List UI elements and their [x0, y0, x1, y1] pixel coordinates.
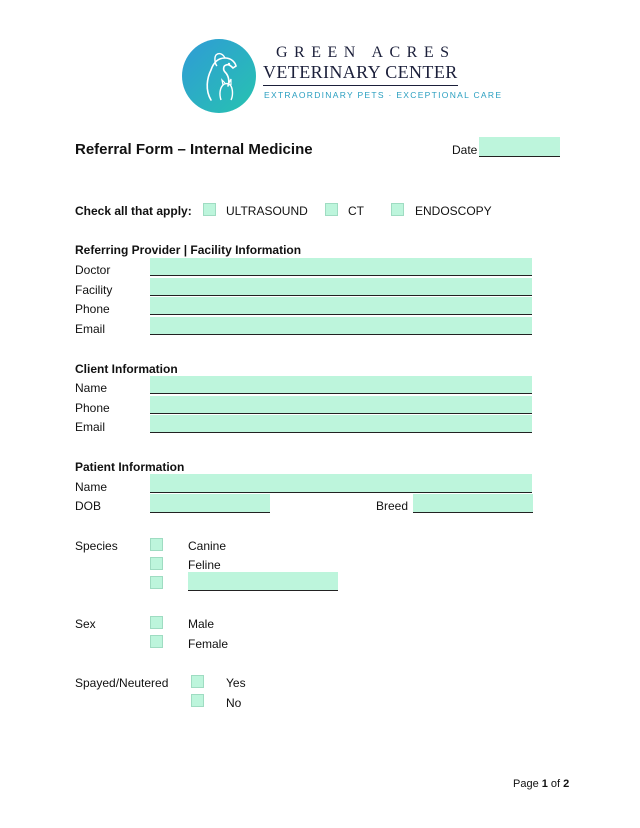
male-option-label: Male — [188, 617, 215, 631]
breed-field[interactable] — [413, 494, 533, 513]
ultrasound-checkbox[interactable] — [203, 203, 216, 216]
canine-option-label: Canine — [188, 539, 227, 553]
feline-checkbox[interactable] — [150, 557, 163, 570]
endoscopy-checkbox[interactable] — [391, 203, 404, 216]
provider-email-label: Email — [75, 322, 106, 336]
referring-heading: Referring Provider | Facility Information — [75, 243, 302, 257]
ultrasound-option-label: ULTRASOUND — [226, 204, 308, 218]
date-label: Date — [452, 143, 478, 157]
feline-option-label: Feline — [188, 558, 221, 572]
endoscopy-option-label: ENDOSCOPY — [415, 204, 492, 218]
spayed-no-checkbox[interactable] — [191, 694, 204, 707]
ct-option-label: CT — [348, 204, 364, 218]
provider-email-field[interactable] — [150, 317, 532, 335]
brand-tagline: EXTRAORDINARY PETS · EXCEPTIONAL CARE — [264, 90, 503, 100]
brand-name-line1: GREEN ACRES — [276, 44, 456, 61]
breed-label: Breed — [376, 499, 409, 513]
facility-field[interactable] — [150, 278, 532, 296]
female-option-label: Female — [188, 637, 229, 651]
brand-name-line2: VETERINARY CENTER — [263, 62, 458, 82]
other-species-field[interactable] — [188, 572, 338, 591]
client-name-label: Name — [75, 381, 108, 395]
patient-name-field[interactable] — [150, 474, 532, 493]
provider-phone-label: Phone — [75, 302, 110, 316]
facility-label: Facility — [75, 283, 113, 297]
spayed-yes-checkbox[interactable] — [191, 675, 204, 688]
doctor-label: Doctor — [75, 263, 111, 277]
page-prefix: Page — [513, 778, 542, 790]
patient-heading: Patient Information — [75, 460, 185, 474]
client-email-label: Email — [75, 420, 106, 434]
species-label: Species — [75, 539, 118, 553]
check-all-label: Check all that apply: — [75, 204, 192, 218]
client-phone-field[interactable] — [150, 396, 532, 414]
page-indicator — [513, 778, 569, 790]
canine-checkbox[interactable] — [150, 538, 163, 551]
logo-icon — [181, 38, 257, 114]
doctor-field[interactable] — [150, 258, 532, 276]
spayed-label: Spayed/Neutered — [75, 676, 169, 690]
spayed-yes-label: Yes — [226, 676, 246, 690]
female-checkbox[interactable] — [150, 635, 163, 648]
form-title: Referral Form – Internal Medicine — [75, 141, 313, 158]
spayed-no-label: No — [226, 696, 242, 710]
other-species-checkbox[interactable] — [150, 576, 163, 589]
page-current: 1 — [541, 778, 548, 790]
client-heading: Client Information — [75, 362, 178, 376]
client-email-field[interactable] — [150, 415, 532, 433]
male-checkbox[interactable] — [150, 616, 163, 629]
ct-checkbox[interactable] — [325, 203, 338, 216]
patient-name-label: Name — [75, 480, 108, 494]
date-field[interactable] — [479, 137, 560, 157]
page-total: 2 — [563, 778, 570, 790]
client-phone-label: Phone — [75, 401, 110, 415]
dob-label: DOB — [75, 499, 102, 513]
client-name-field[interactable] — [150, 376, 532, 394]
brand-divider — [263, 85, 458, 86]
dob-field[interactable] — [150, 494, 270, 513]
provider-phone-field[interactable] — [150, 297, 532, 315]
sex-label: Sex — [75, 617, 96, 631]
page-of: of — [547, 778, 564, 790]
